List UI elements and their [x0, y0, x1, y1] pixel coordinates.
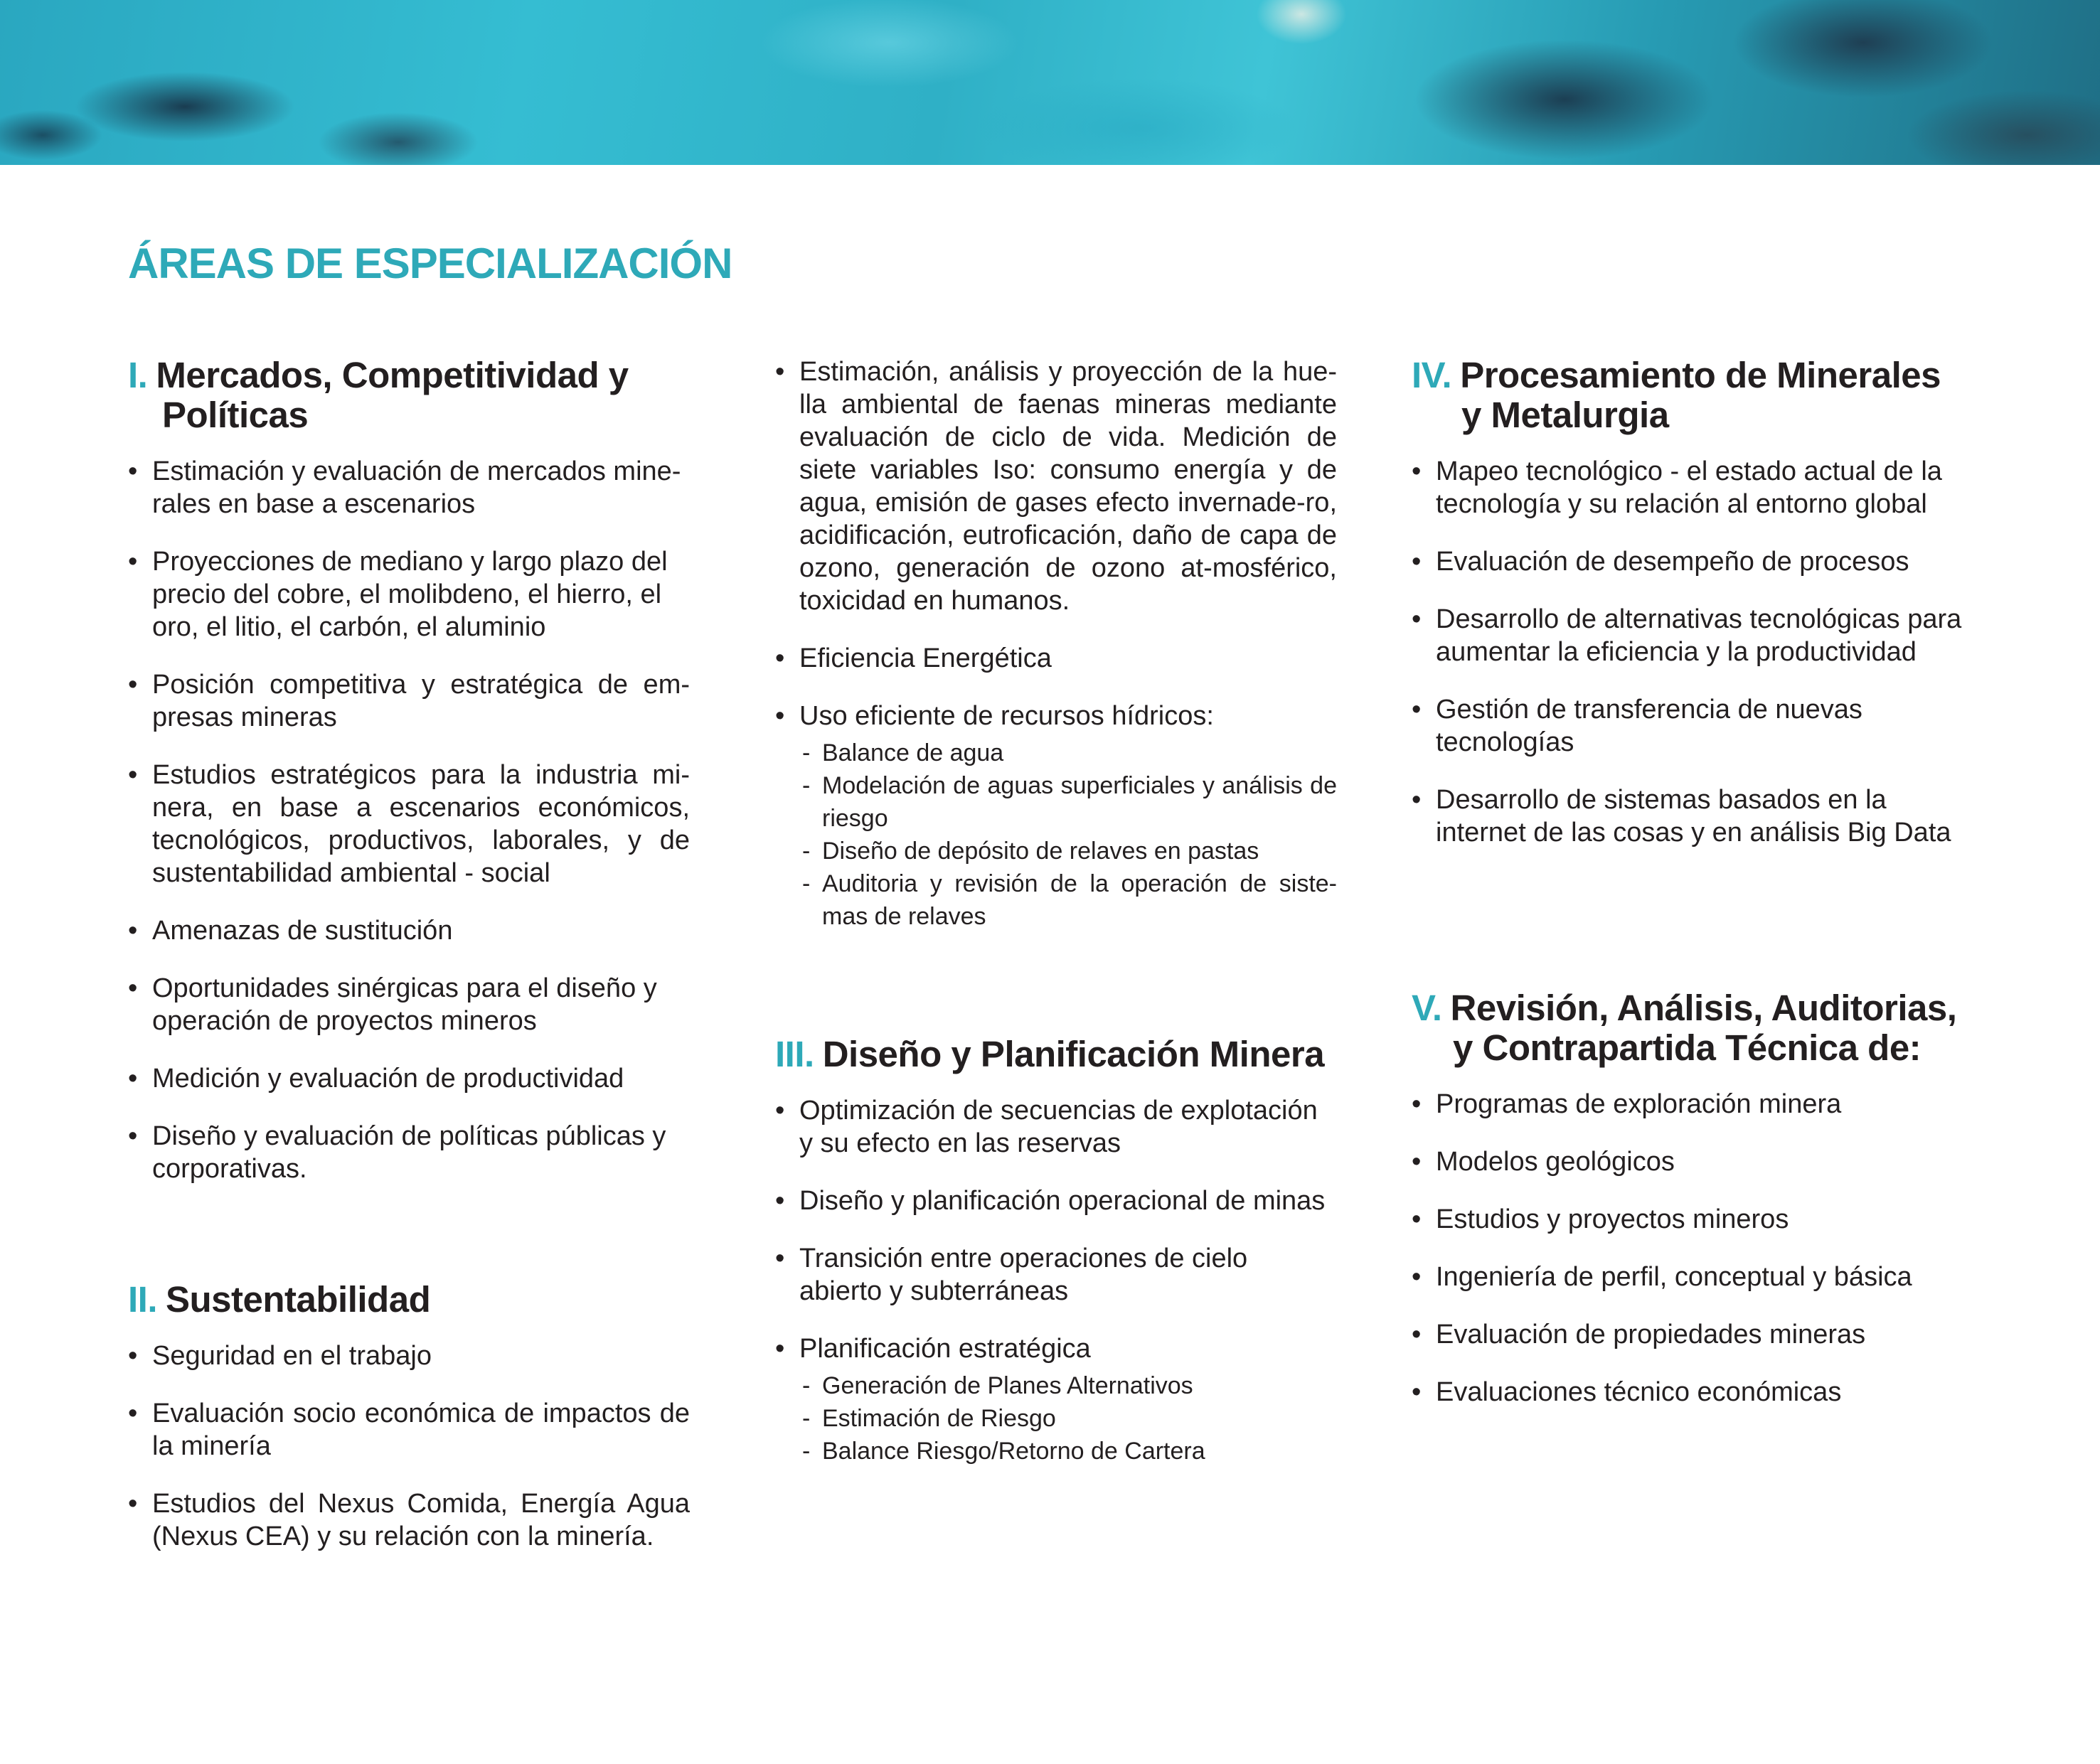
section-numeral: I.	[128, 355, 148, 395]
section-title-line1: Mercados, Competitividad y	[156, 355, 629, 395]
section-diseno-planificacion	[775, 1035, 1337, 1492]
section-heading	[128, 356, 690, 435]
list-item: • Diseño y planificación operacional de minas	[775, 1185, 1337, 1217]
section-heading	[128, 1280, 690, 1320]
list-item: • Seguridad en el trabajo	[128, 1340, 690, 1372]
list-item: • Amenazas de sustitución	[128, 914, 690, 947]
list-item: • Optimización de secuencias de explotación y su efecto en las reservas	[775, 1094, 1337, 1160]
list-item	[775, 1332, 1337, 1468]
list-item: • Estudios estratégicos para la industria mi-nera, en base a escenarios económicos, tecnológicos, productivos, laborales, y de sustentabilidad ambiental - social	[128, 759, 690, 889]
list-item: • Estimación y evaluación de mercados mine-rales en base a escenarios	[128, 455, 690, 520]
section-revision-auditorias	[1412, 988, 1981, 1433]
bullet-list-continued	[775, 356, 1337, 933]
section-title-line2: y Contrapartida Técnica de:	[1453, 1027, 1922, 1068]
list-item: • Transición entre operaciones de cielo abierto y subterráneas	[775, 1242, 1337, 1308]
list-item: • Proyecciones de mediano y largo plazo del precio del cobre, el molibdeno, el hierro, el oro, el litio, el carbón, el aluminio	[128, 545, 690, 643]
sub-list-item: - Generación de Planes Alternativos	[799, 1369, 1337, 1402]
sub-list-item: - Diseño de depósito de relaves en pastas	[799, 835, 1337, 867]
section-numeral: III.	[775, 1034, 814, 1074]
list-item: • Estudios y proyectos mineros	[1412, 1203, 1981, 1236]
list-item-text: Uso eficiente de recursos hídricos:	[799, 701, 1214, 731]
section-mercados	[128, 356, 690, 1185]
section-numeral: IV.	[1412, 355, 1452, 395]
sub-list	[799, 1369, 1337, 1468]
list-item: • Evaluación de propiedades mineras	[1412, 1318, 1981, 1351]
header-banner-image	[0, 0, 2100, 165]
section-numeral: II.	[128, 1279, 158, 1320]
page-title: ÁREAS DE ESPECIALIZACIÓN	[128, 240, 732, 287]
column-3	[1412, 355, 1981, 1407]
sub-list-item: - Auditoria y revisión de la operación de siste-mas de relaves	[799, 867, 1337, 933]
list-item: • Oportunidades sinérgicas para el diseño y operación de proyectos mineros	[128, 972, 690, 1037]
list-item: • Posición competitiva y estratégica de em-presas mineras	[128, 668, 690, 734]
list-item: • Eficiencia Energética	[775, 642, 1337, 675]
section-title-line1: Diseño y Planificación Minera	[822, 1034, 1325, 1074]
section-title-line1: Sustentabilidad	[166, 1279, 431, 1320]
list-item-text: Planificación estratégica	[799, 1334, 1091, 1364]
list-item: • Mapeo tecnológico - el estado actual de la tecnología y su relación al entorno global	[1412, 455, 1981, 520]
list-item: • Desarrollo de sistemas basados en la internet de las cosas y en análisis Big Data	[1412, 784, 1981, 849]
list-item: • Evaluaciones técnico económicas	[1412, 1376, 1981, 1408]
section-title-line2: y Metalurgia	[1461, 395, 1669, 435]
sub-list-item: - Modelación de aguas superficiales y análisis de riesgo	[799, 769, 1337, 835]
section-heading	[1412, 356, 1981, 435]
list-item: • Desarrollo de alternativas tecnológicas para aumentar la eficiencia y la productividad	[1412, 603, 1981, 668]
section-heading	[775, 1035, 1337, 1074]
bullet-list	[128, 455, 690, 1185]
section-heading	[1412, 988, 1981, 1068]
list-item: • Programas de exploración minera	[1412, 1088, 1981, 1121]
list-item: • Modelos geológicos	[1412, 1145, 1981, 1178]
list-item: • Evaluación socio económica de impactos de la minería	[128, 1397, 690, 1463]
section-title-line1: Procesamiento de Minerales	[1460, 355, 1941, 395]
list-item: • Ingeniería de perfil, conceptual y básica	[1412, 1261, 1981, 1293]
section-title-line2: Políticas	[162, 395, 309, 435]
section-title-line1: Revisión, Análisis, Auditorias,	[1450, 988, 1957, 1028]
list-item: • Medición y evaluación de productividad	[128, 1062, 690, 1095]
sub-list-item: - Balance de agua	[799, 737, 1337, 769]
bullet-list	[1412, 1088, 1981, 1408]
bullet-list	[1412, 455, 1981, 849]
list-item: • Diseño y evaluación de políticas públicas y corporativas.	[128, 1120, 690, 1185]
list-item: • Estudios del Nexus Comida, Energía Agua (Nexus CEA) y su relación con la minería.	[128, 1487, 690, 1553]
section-procesamiento	[1412, 356, 1981, 849]
section-sustentabilidad	[128, 1280, 690, 1578]
list-item: • Evaluación de desempeño de procesos	[1412, 545, 1981, 578]
bullet-list	[128, 1340, 690, 1553]
sub-list-item: - Balance Riesgo/Retorno de Cartera	[799, 1435, 1337, 1468]
sub-list	[799, 737, 1337, 933]
list-item: • Estimación, análisis y proyección de la hue-lla ambiental de faenas mineras mediante evaluación de ciclo de vida. Medición de siete variables Iso: consumo energía y de agua, emisión de gases efecto invernade-ro, acidificación, eutroficación, daño de capa de ozono, generación de ozono at-mosférico, toxicidad en humanos.	[775, 356, 1337, 617]
sub-list-item: - Estimación de Riesgo	[799, 1402, 1337, 1435]
column-2	[775, 356, 1337, 1465]
list-item: • Gestión de transferencia de nuevas tecnologías	[1412, 693, 1981, 759]
column-1	[128, 355, 690, 1551]
bullet-list	[775, 1094, 1337, 1468]
list-item	[775, 700, 1337, 933]
section-numeral: V.	[1412, 988, 1442, 1028]
